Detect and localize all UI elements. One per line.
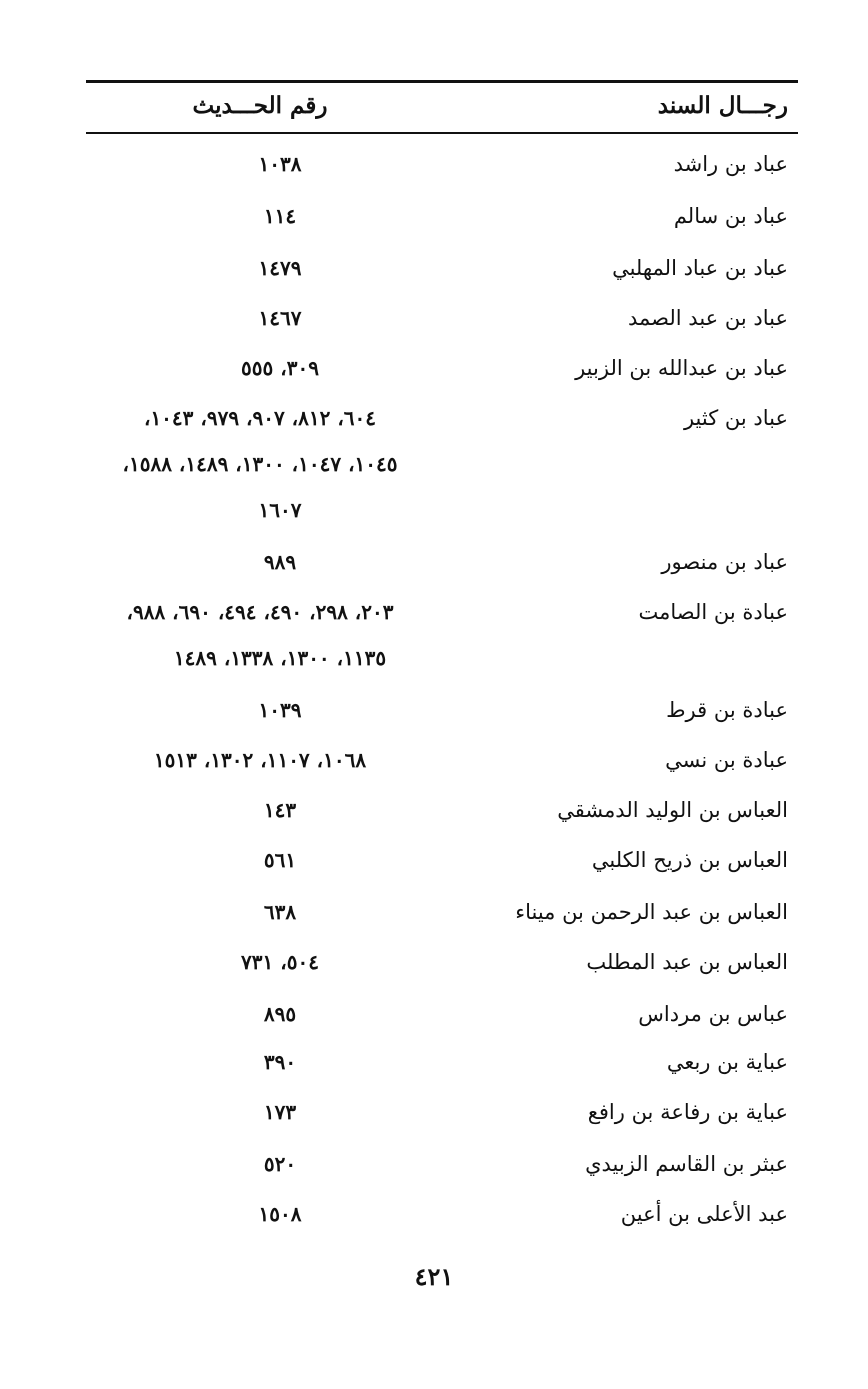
narrator-name: عباية بن رفاعة بن رافع (587, 1100, 788, 1124)
index-row-continuation (0, 490, 868, 530)
index-row (0, 994, 868, 1034)
header-rule (86, 132, 798, 134)
hadith-numbers: ٣٩٠ (263, 1050, 297, 1074)
hadith-numbers: ٢٠٣، ٢٩٨، ٤٩٠، ٤٩٤، ٦٩٠، ٩٨٨، (126, 600, 394, 624)
hadith-numbers: ١١٣٥، ١٣٠٠، ١٣٣٨، ١٤٨٩ (173, 646, 387, 670)
narrator-name: عباد بن كثير (683, 406, 788, 430)
narrator-name: عبادة بن قرط (666, 698, 788, 722)
index-row (0, 790, 868, 830)
hadith-numbers: ٣٠٩، ٥٥٥ (241, 356, 319, 380)
narrator-name: العباس بن عبد المطلب (586, 950, 788, 974)
narrator-name: عبادة بن الصامت (638, 600, 788, 624)
narrator-name: العباس بن ذريح الكلبي (591, 848, 788, 872)
index-row-continuation (0, 638, 868, 678)
index-row (0, 690, 868, 730)
narrator-name: عباد بن عبد الصمد (628, 306, 788, 330)
index-row (0, 348, 868, 388)
narrator-name: عباد بن عبدالله بن الزبير (575, 356, 788, 380)
index-row (0, 196, 868, 236)
narrator-name: عباد بن راشد (673, 152, 788, 176)
narrator-name: عباد بن عباد المهلبي (612, 256, 788, 280)
index-row (0, 248, 868, 288)
hadith-numbers: ٥٠٤، ٧٣١ (241, 950, 319, 974)
top-rule (86, 80, 798, 83)
index-row (0, 592, 868, 632)
narrator-name: عبادة بن نسي (665, 748, 788, 772)
hadith-numbers: ١٠٣٩ (258, 698, 302, 722)
hadith-numbers: ١٧٣ (263, 1100, 297, 1124)
index-row-continuation (0, 444, 868, 484)
hadith-number-column-header: رقم الحـــديث (192, 92, 328, 119)
index-row (0, 1144, 868, 1184)
index-row (0, 892, 868, 932)
hadith-numbers: ١٦٠٧ (258, 498, 302, 522)
narrator-name: عباية بن ربعي (666, 1050, 788, 1074)
index-row (0, 1194, 868, 1234)
hadith-numbers: ٥٦١ (263, 848, 297, 872)
hadith-numbers: ١٥٠٨ (258, 1202, 302, 1226)
hadith-numbers: ٥٢٠ (263, 1152, 297, 1176)
hadith-numbers: ١٠٦٨، ١١٠٧، ١٣٠٢، ١٥١٣ (153, 748, 367, 772)
hadith-numbers: ١١٤ (263, 204, 297, 228)
index-row (0, 1042, 868, 1082)
narrator-name: العباس بن عبد الرحمن بن ميناء (515, 900, 788, 924)
index-row (0, 298, 868, 338)
narrator-name: عبثر بن القاسم الزبيدي (585, 1152, 788, 1176)
hadith-numbers: ٦٣٨ (263, 900, 297, 924)
narrators-column-header: رجـــال السند (657, 92, 788, 119)
narrator-name: عبد الأعلى بن أعين (620, 1202, 788, 1226)
hadith-numbers: ١٤٧٩ (258, 256, 302, 280)
hadith-numbers: ٨٩٥ (263, 1002, 297, 1026)
index-row (0, 840, 868, 880)
hadith-numbers: ١٤٦٧ (258, 306, 302, 330)
hadith-numbers: ٦٠٤، ٨١٢، ٩٠٧، ٩٧٩، ١٠٤٣، (143, 406, 377, 430)
narrator-name: عباد بن سالم (673, 204, 788, 228)
index-row (0, 542, 868, 582)
narrator-name: عباس بن مرداس (638, 1002, 788, 1026)
page-number: ٤٢١ (414, 1262, 454, 1291)
index-row (0, 398, 868, 438)
hadith-numbers: ١٠٣٨ (258, 152, 302, 176)
index-row (0, 740, 868, 780)
hadith-numbers: ١٤٣ (263, 798, 297, 822)
index-row (0, 942, 868, 982)
index-row (0, 1092, 868, 1132)
index-row (0, 144, 868, 184)
narrator-name: عباد بن منصور (661, 550, 788, 574)
narrator-name: العباس بن الوليد الدمشقي (557, 798, 788, 822)
hadith-numbers: ٩٨٩ (263, 550, 297, 574)
hadith-numbers: ١٠٤٥، ١٠٤٧، ١٣٠٠، ١٤٨٩، ١٥٨٨، (122, 452, 398, 476)
